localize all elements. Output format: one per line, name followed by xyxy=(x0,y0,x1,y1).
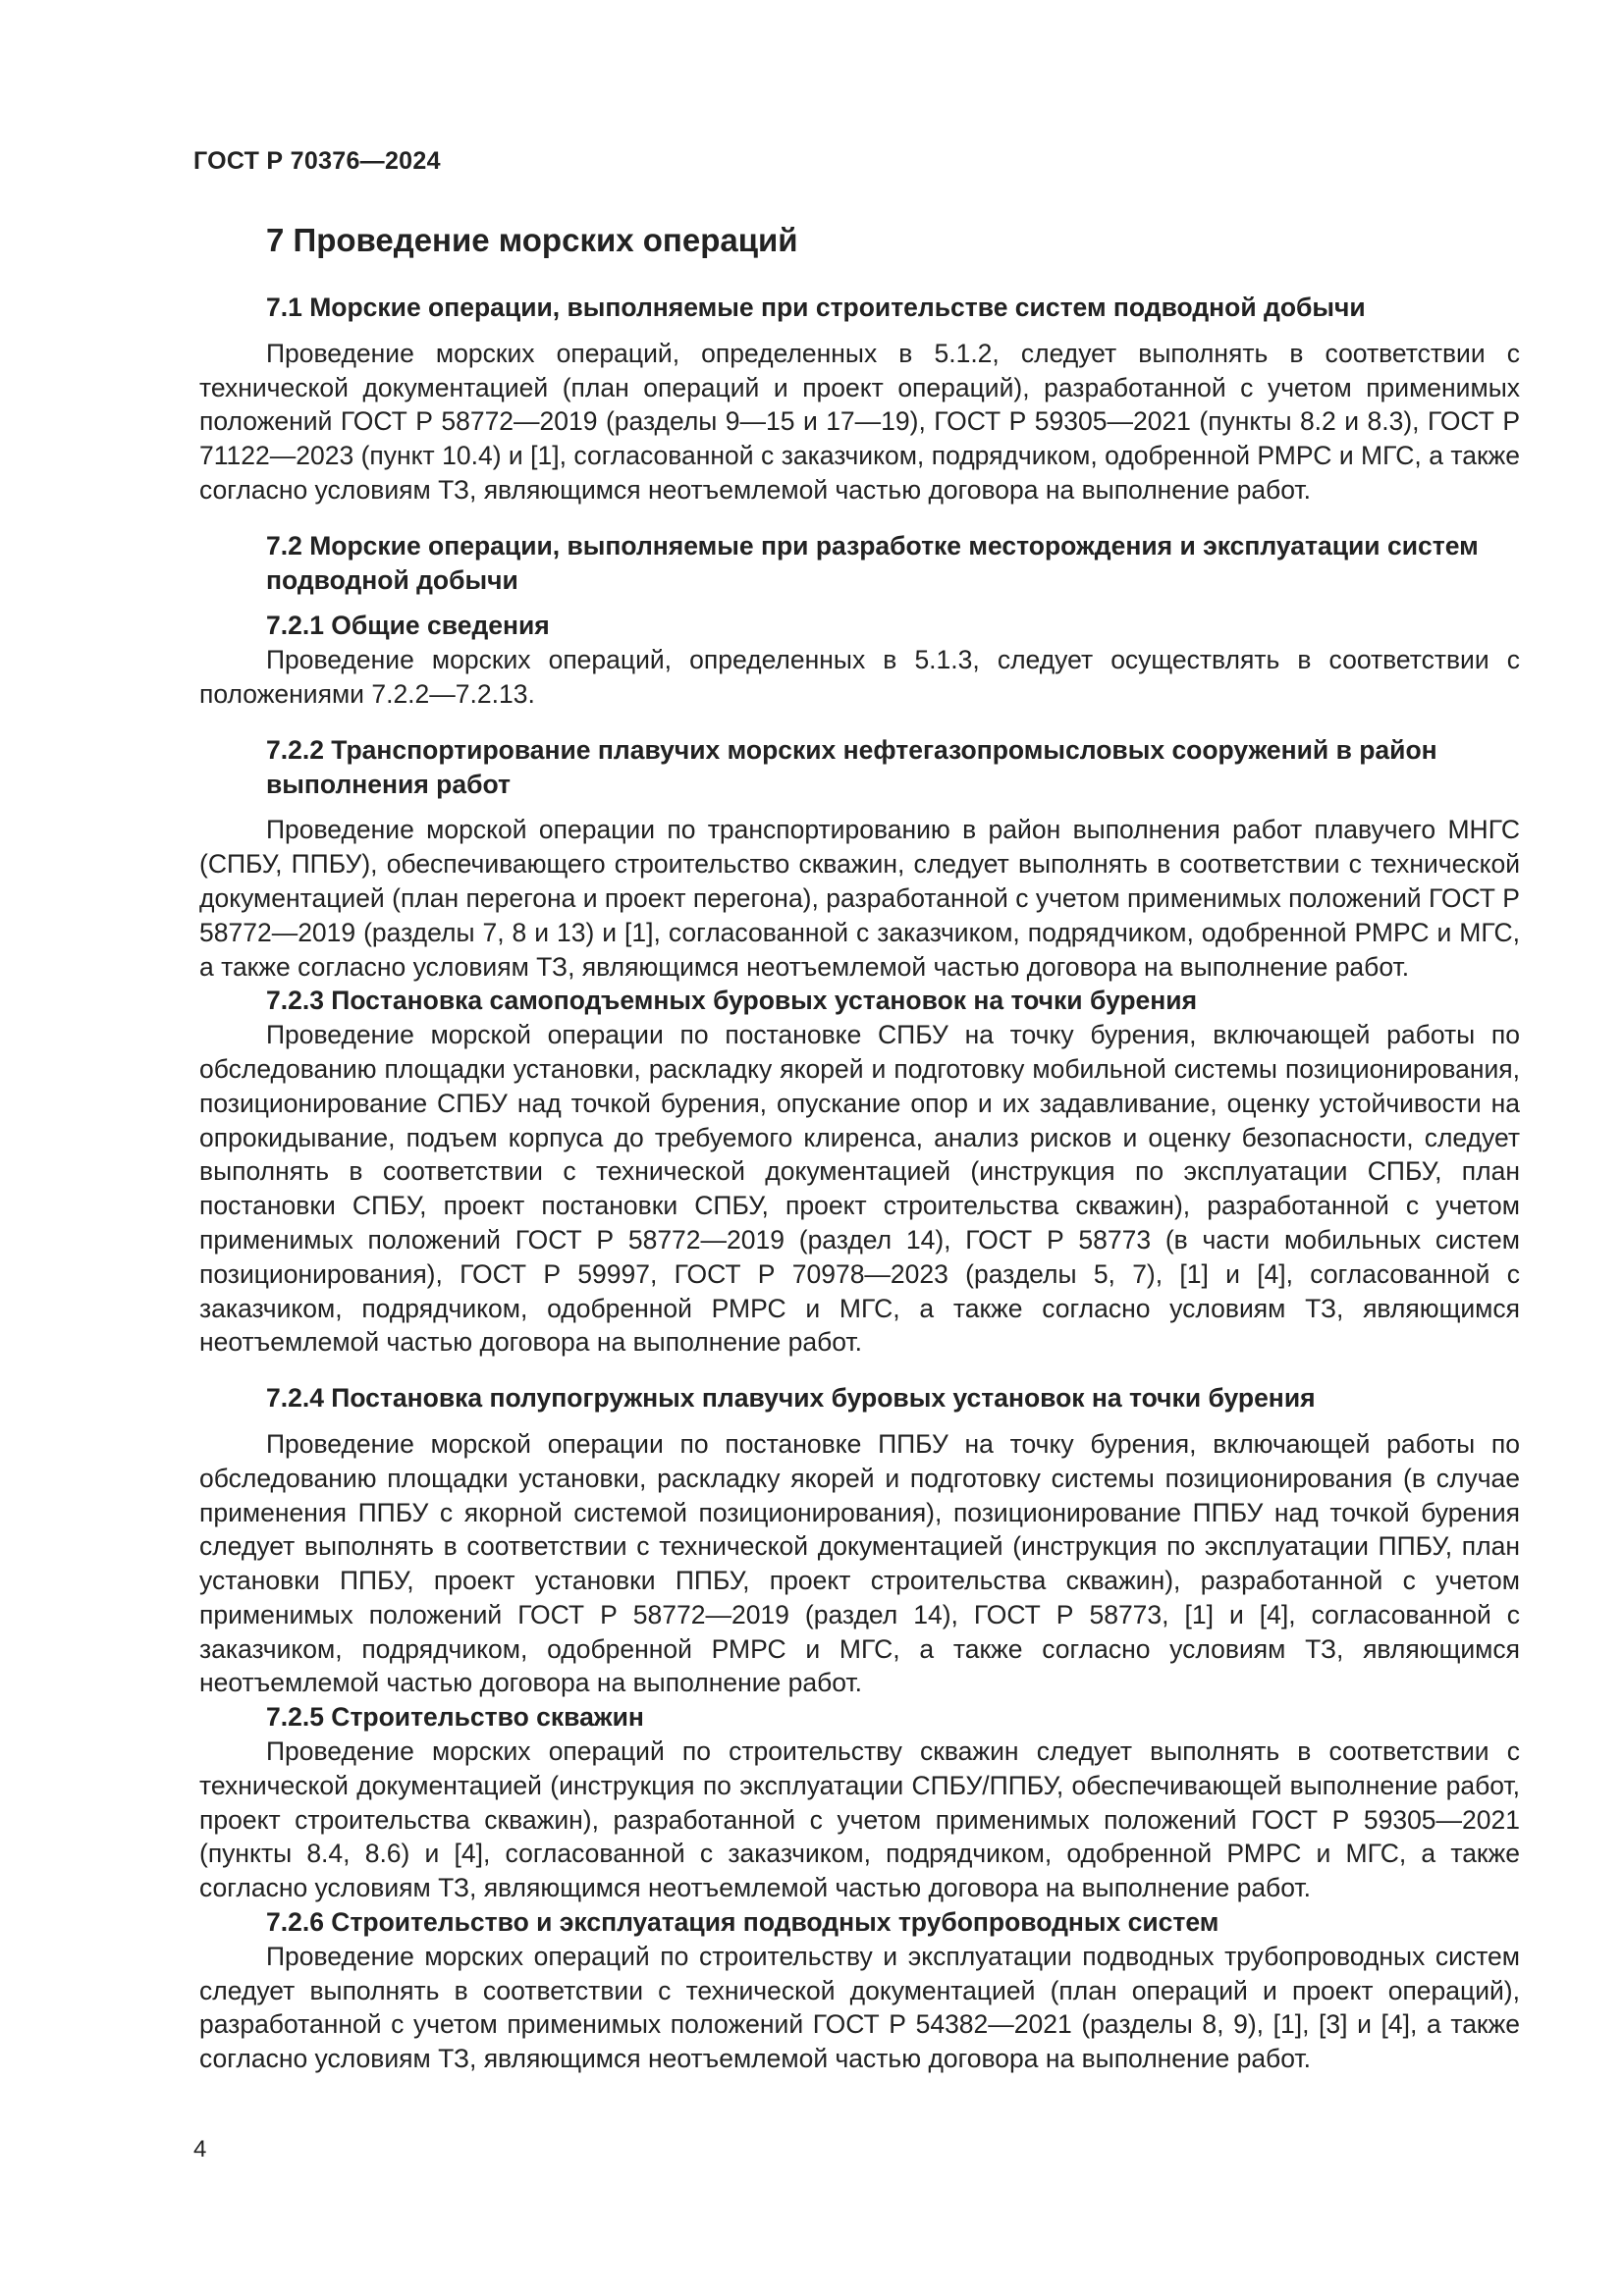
clause-7-2-1-heading: 7.2.1 Общие сведения xyxy=(266,611,550,641)
subsection-7-1-heading: 7.1 Морские операции, выполняемые при строительстве систем подводной добычи xyxy=(266,293,1366,322)
clause-7-2-2-text: Проведение морской операции по транспортированию в район выполнения работ плавучего МНГС (СПБУ, ППБУ), обеспечивающего строительство скважин, следует выполнять в соответствии с технической документацией (план перегона и проект перегона), разработанной с учетом применимых положений ГОСТ Р 58772—2019 (разделы 7, 8 и 13) и [1], согласованной с заказчиком, подрядчиком, одобренной РМРС и МГС, а также согласно условиям ТЗ, являющимся неотъемлемой частью договора на выполнение работ. xyxy=(199,815,1520,982)
clause-7-2-6-heading: 7.2.6 Строительство и эксплуатация подводных трубопроводных систем xyxy=(266,1907,1219,1938)
clause-7-2-5-heading: 7.2.5 Строительство скважин xyxy=(266,1702,644,1733)
document-body xyxy=(199,219,1520,2076)
clause-7-2-3-heading: 7.2.3 Постановка самоподъемных буровых установок на точки бурения xyxy=(266,986,1198,1016)
document-header: ГОСТ Р 70376—2024 xyxy=(193,147,441,175)
page-number: 4 xyxy=(193,2136,207,2163)
clause-7-2-4-heading: 7.2.4 Постановка полупогружных плавучих буровых установок на точки бурения xyxy=(266,1383,1316,1414)
clause-7-2-4-text: Проведение морской операции по постановке ППБУ на точку бурения, включающей работы по обследованию площадки установки, раскладку якорей и подготовку системы позиционирования (в случае применения ППБУ с якорной системой позиционирования), позиционирование ППБУ над точкой бурения следует выполнять в соответствии с технической документацией (инструкция по эксплуатации ППБУ, план установки ППБУ, проект установки ППБУ, проект строительства скважин), разработанной с учетом применимых положений ГОСТ Р 58772—2019 (раздел 14), ГОСТ Р 58773, [1] и [4], согласованной с заказчиком, подрядчиком, одобренной РМРС и МГС, а также согласно условиям ТЗ, являющимся неотъемлемой частью договора на выполнение работ. xyxy=(199,1428,1520,1698)
clause-7-2-2-heading: 7.2.2 Транспортирование плавучих морских нефтегазопромысловых сооружений в район выполнения работ xyxy=(266,734,1437,799)
section-title: 7 Проведение морских операций xyxy=(266,222,798,258)
subsection-7-2-heading: 7.2 Морские операции, выполняемые при разработке месторождения и эксплуатации систем подводной добычи xyxy=(266,530,1479,595)
clause-7-2-5-text: Проведение морских операций по строительству скважин следует выполнять в соответствии с технической документацией (инструкция по эксплуатации СПБУ/ППБУ, обеспечивающей выполнение работ, проект строительства скважин), разработанной с учетом применимых положений ГОСТ Р 59305—2021 (пункты 8.4, 8.6) и [4], согласованной с заказчиком, подрядчиком, одобренной РМРС и МГС, а также согласно условиям ТЗ, являющимся неотъемлемой частью договора на выполнение работ. xyxy=(199,1736,1520,1903)
clause-7-2-6-text: Проведение морских операций по строительству и эксплуатации подводных трубопроводных систем следует выполнять в соответствии с технической документацией (план операций и проект операций), разработанной с учетом применимых положений ГОСТ Р 54382—2021 (разделы 8, 9), [1], [3] и [4], а также согласно условиям ТЗ, являющимся неотъемлемой частью договора на выполнение работ. xyxy=(199,1941,1520,2074)
clause-7-2-3-text: Проведение морской операции по постановке СПБУ на точку бурения, включающей работы по обследованию площадки установки, раскладку якорей и подготовку мобильной системы позиционирования, позиционирование СПБУ над точкой бурения, опускание опор и их задавливание, оценку устойчивости на опрокидывание, подъем корпуса до требуемого клиренса, анализ рисков и оценку безопасности, следует выполнять в соответствии с технической документацией (инструкция по эксплуатации СПБУ, план постановки СПБУ, проект постановки СПБУ, проект строительства скважин), разработанной с учетом применимых положений ГОСТ Р 58772—2019 (раздел 14), ГОСТ Р 58773 (в части мобильных систем позиционирования), ГОСТ Р 59997, ГОСТ Р 70978—2023 (разделы 5, 7), [1] и [4], согласованной с заказчиком, подрядчиком, одобренной РМРС и МГС, а также согласно условиям ТЗ, являющимся неотъемлемой частью договора на выполнение работ. xyxy=(199,1020,1520,1358)
clause-7-2-1-text: Проведение морских операций, определенных в 5.1.3, следует осуществлять в соответствии с положениями 7.2.2—7.2.13. xyxy=(199,645,1520,709)
subsection-7-1-text: Проведение морских операций, определенных в 5.1.2, следует выполнять в соответствии с технической документацией (план операций и проект операций), разработанной с учетом применимых положений ГОСТ Р 58772—2019 (разделы 9—15 и 17—19), ГОСТ Р 59305—2021 (пункты 8.2 и 8.3), ГОСТ Р 71122—2023 (пункт 10.4) и [1], согласованной с заказчиком, подрядчиком, одобренной РМРС и МГС, а также согласно условиям ТЗ, являющимся неотъемлемой частью договора на выполнение работ. xyxy=(199,338,1520,505)
